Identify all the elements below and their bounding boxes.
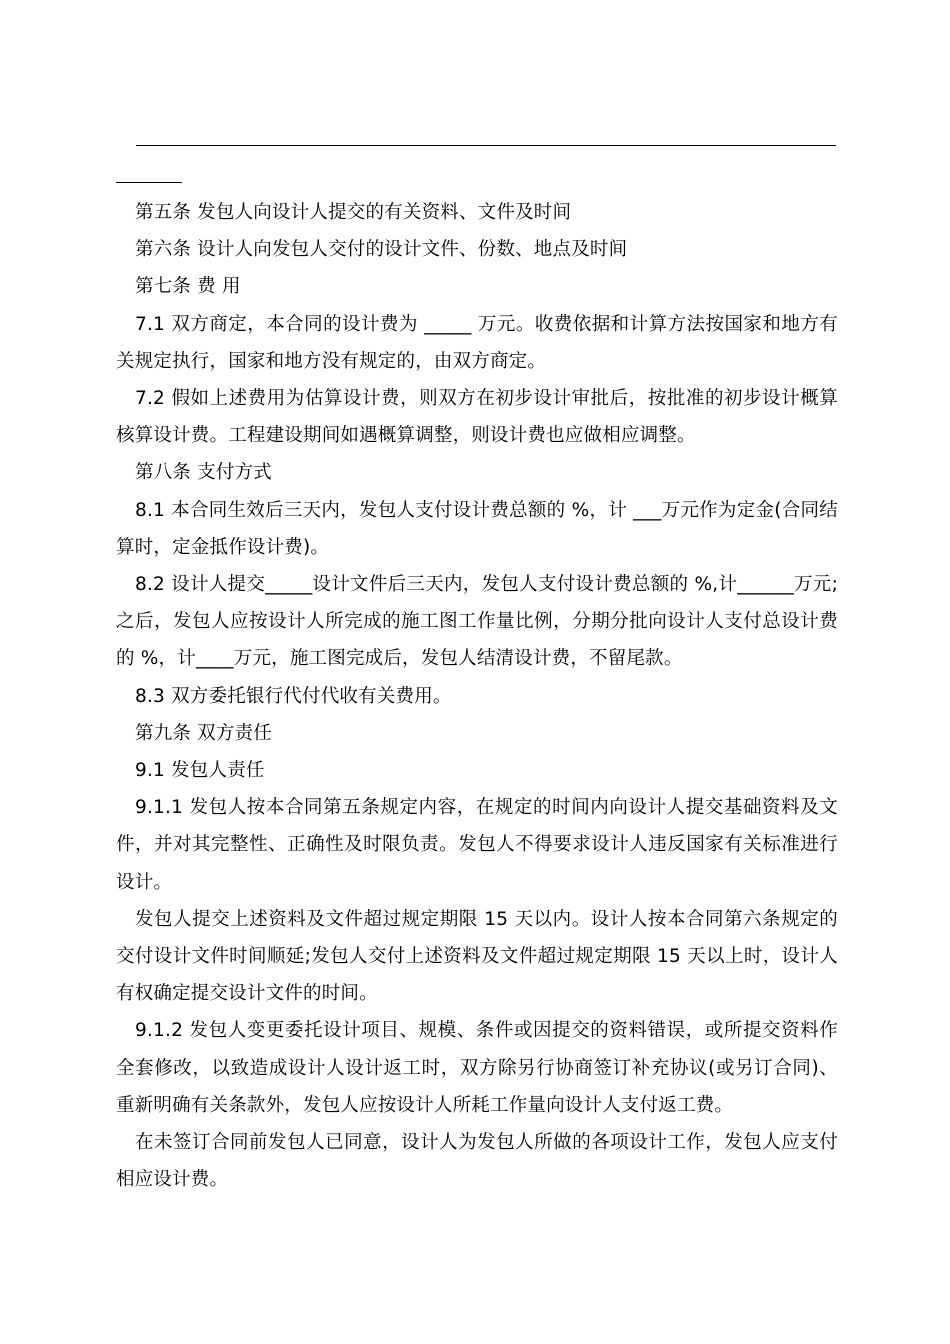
- clause-9-1: 9.1 发包人责任: [135, 760, 265, 782]
- blank-fill-line: [136, 145, 836, 146]
- clause-8-3: 8.3 双方委托银行代付代收有关费用。: [135, 685, 452, 707]
- clause-9-1-1-continued: 发包人提交上述资料及文件超过规定期限 15 天以内。设计人按本合同第六条规定的交付设计文件时间顺延;发包人交付上述资料及文件超过规定期限 15 天以上时，设计人有权确定提交设计文件的时间。: [116, 908, 838, 1005]
- clause-9-1-2: 9.1.2 发包人变更委托设计项目、规模、条件或因提交的资料错误，或所提交资料作全套修改，以致造成设计人设计返工时，双方除另行协商签订补充协议(或另订合同)、重新明确有关条款外，发包人应按设计人所耗工作量向设计人支付返工费。: [116, 1020, 838, 1116]
- clause-9-1-2-continued: 在未签订合同前发包人已同意，设计人为发包人所做的各项设计工作，发包人应支付相应设计费。: [116, 1132, 838, 1191]
- article-7-heading: 第七条 费 用: [135, 276, 241, 298]
- clause-7-2: 7.2 假如上述费用为估算设计费，则双方在初步设计审批后，按批准的初步设计概算核算设计费。工程建设期间如遇概算调整，则设计费也应做相应调整。: [116, 388, 838, 447]
- clause-8-2: 8.2 设计人提交_____设计文件后三天内，发包人支付设计费总额的 %,计______万元;之后，发包人应按设计人所完成的施工图工作量比例，分期分批向设计人支付总设计费的 %，计____万元，施工图完成后，发包人结清设计费，不留尾款。: [116, 574, 838, 670]
- article-5-heading: 第五条 发包人向设计人提交的有关资料、文件及时间: [135, 202, 572, 223]
- clause-7-1: 7.1 双方商定，本合同的设计费为 _____ 万元。收费依据和计算方法按国家和地方有关规定执行，国家和地方没有规定的，由双方商定。: [116, 313, 838, 372]
- blank-fill-line-tail: [116, 182, 182, 183]
- article-8-heading: 第八条 支付方式: [135, 462, 272, 484]
- article-9-heading: 第九条 双方责任: [135, 722, 272, 744]
- contract-body: [116, 194, 838, 1198]
- clause-9-1-1: 9.1.1 发包人按本合同第五条规定内容，在规定的时间内向设计人提交基础资料及文件，并对其完整性、正确性及时限负责。发包人不得要求设计人违反国家有关标准进行设计。: [116, 797, 838, 893]
- article-6-heading: 第六条 设计人向发包人交付的设计文件、份数、地点及时间: [135, 239, 628, 261]
- clause-8-1: 8.1 本合同生效后三天内，发包人支付设计费总额的 %，计 ___万元作为定金(合同结算时，定金抵作设计费)。: [116, 499, 838, 558]
